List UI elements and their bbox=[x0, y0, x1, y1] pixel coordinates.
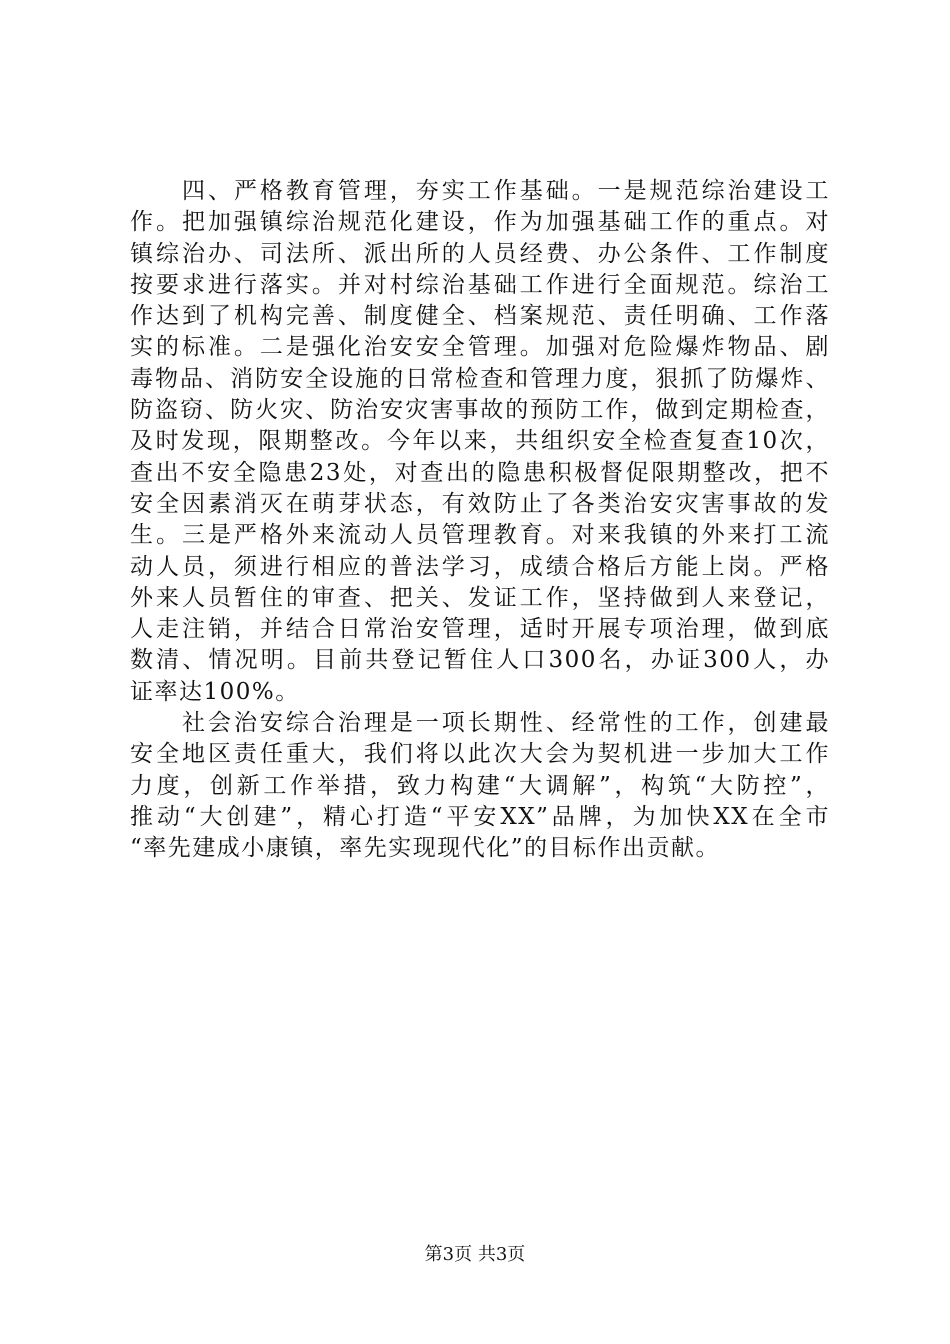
text-line: 动人员，须进行相应的普法学习，成绩合格后方能上岗。严格 bbox=[130, 553, 830, 580]
text-line: 四、严格教育管理，夯实工作基础。一是规范综治建设工 bbox=[182, 178, 830, 204]
text-line: 生。三是严格外来流动人员管理教育。对来我镇的外来打工流 bbox=[130, 522, 830, 549]
document-body bbox=[130, 176, 830, 865]
text-line: 力度，创新工作举措，致力构建“大调解”，构筑“大防控”， bbox=[130, 772, 830, 799]
text-line: 作达到了机构完善、制度健全、档案规范、责任明确、工作落 bbox=[130, 303, 830, 330]
text-line: “率先建成小康镇，率先实现现代化”的目标作出贡献。 bbox=[130, 835, 721, 862]
text-line: 毒物品、消防安全设施的日常检查和管理力度，狠抓了防爆炸、 bbox=[130, 365, 830, 392]
text-line: 实的标准。二是强化治安安全管理。加强对危险爆炸物品、剧 bbox=[130, 334, 830, 361]
page-number-label: 第3页 共3页 bbox=[424, 1244, 526, 1265]
paragraph-1 bbox=[130, 176, 830, 708]
text-line: 及时发现，限期整改。今年以来，共组织安全检查复查10次， bbox=[130, 428, 830, 455]
text-line: 证率达100%。 bbox=[130, 678, 300, 705]
text-line: 安全因素消灭在萌芽状态，有效防止了各类治安灾害事故的发 bbox=[130, 490, 830, 517]
text-line: 推动“大创建”，精心打造“平安XX”品牌，为加快XX在全市 bbox=[130, 803, 830, 830]
text-line: 镇综治办、司法所、派出所的人员经费、办公条件、工作制度 bbox=[130, 240, 830, 267]
paragraph-2 bbox=[130, 708, 830, 864]
text-line: 数清、情况明。目前共登记暂住人口300名，办证300人，办 bbox=[130, 647, 830, 674]
text-line: 安全地区责任重大，我们将以此次大会为契机进一步加大工作 bbox=[130, 741, 830, 768]
text-line: 社会治安综合治理是一项长期性、经常性的工作，创建最 bbox=[182, 710, 830, 737]
text-line: 防盗窃、防火灾、防治安灾害事故的预防工作，做到定期检查， bbox=[130, 397, 830, 424]
page-footer bbox=[0, 1244, 950, 1266]
text-line: 作。把加强镇综治规范化建设，作为加强基础工作的重点。对 bbox=[130, 209, 830, 236]
text-line: 按要求进行落实。并对村综治基础工作进行全面规范。综治工 bbox=[130, 271, 830, 298]
text-line: 查出不安全隐患23处，对查出的隐患积极督促限期整改，把不 bbox=[130, 459, 830, 486]
text-line: 人走注销，并结合日常治安管理，适时开展专项治理，做到底 bbox=[130, 616, 830, 643]
text-line: 外来人员暂住的审查、把关、发证工作，坚持做到人来登记， bbox=[130, 584, 830, 611]
